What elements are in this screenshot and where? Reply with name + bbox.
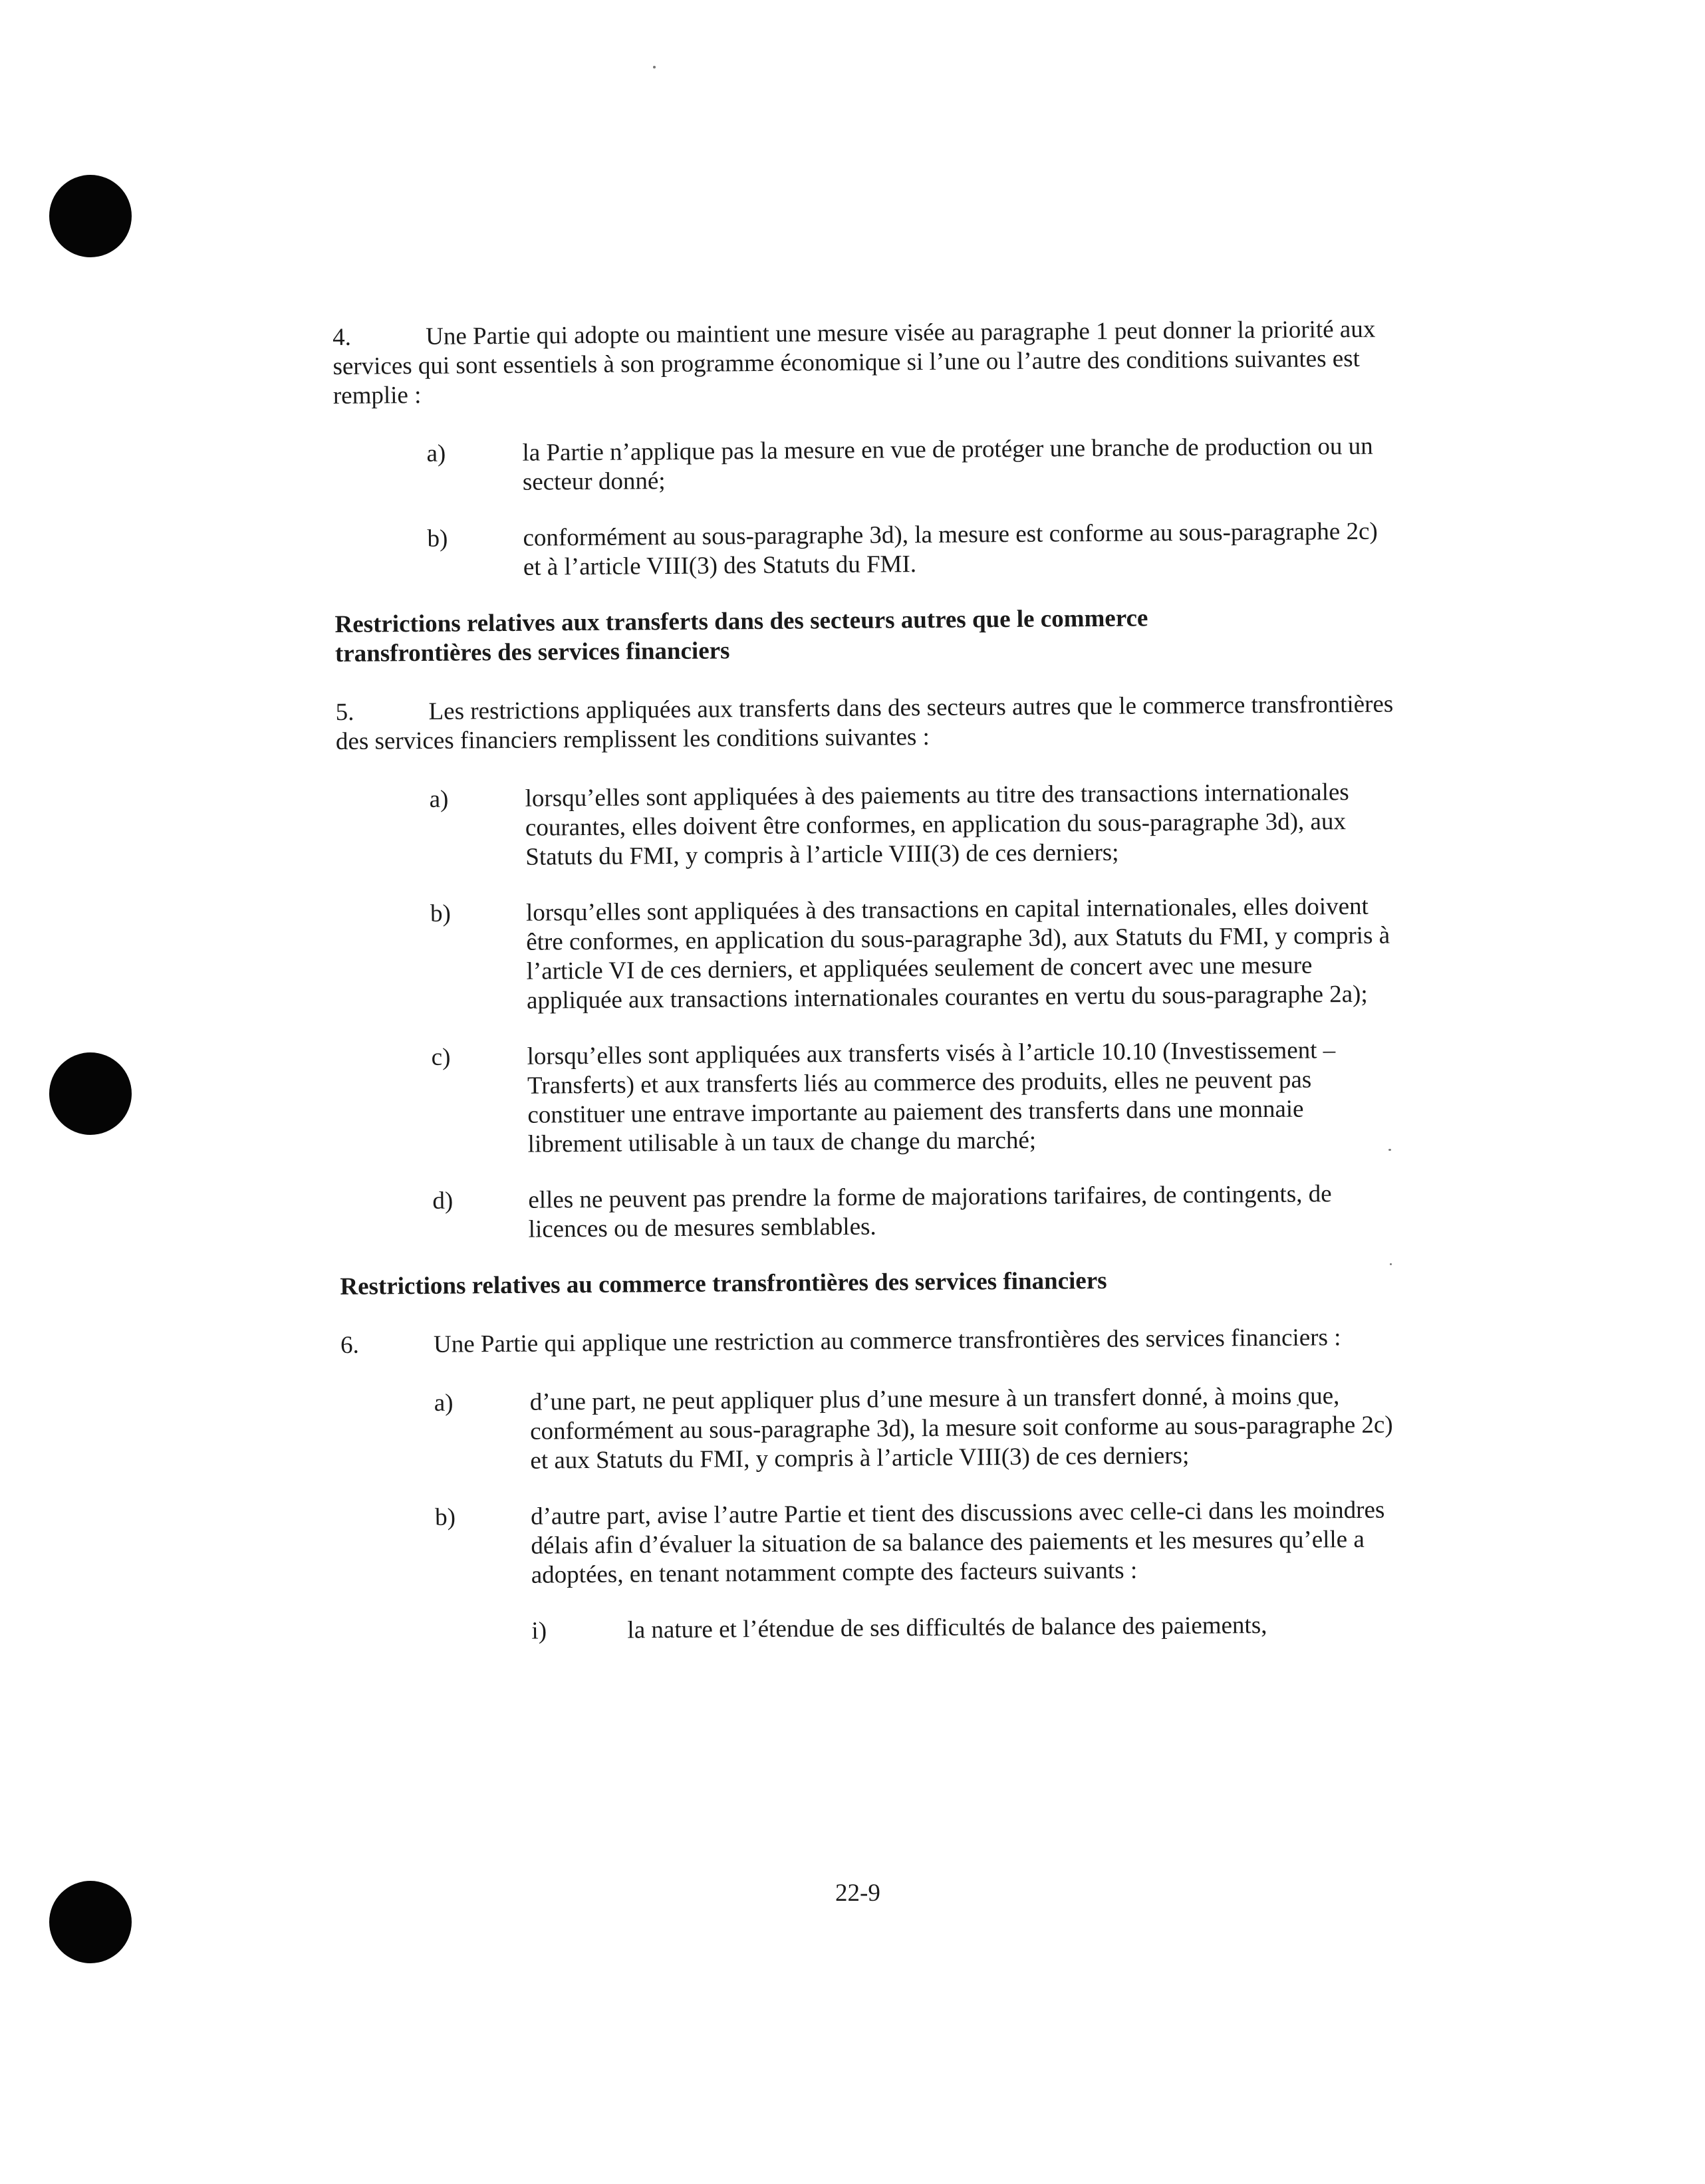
punch-hole-middle bbox=[49, 1052, 132, 1135]
item-label: b) bbox=[427, 525, 448, 552]
list-item bbox=[334, 517, 1398, 584]
item-text: d’autre part, avise l’autre Partie et tient des discussions avec celle-ci dans les moindres délais afin d’évaluer la situation de sa balance des paiements et les mesures qu’elle a adoptées, en tenant notamment compte des facteurs suivants : bbox=[530, 1496, 1385, 1589]
section-heading: Restrictions relatives au commerce transfrontières des services financiers bbox=[340, 1267, 1107, 1300]
item-label: d) bbox=[432, 1187, 454, 1215]
sub-item-label: i) bbox=[531, 1617, 547, 1645]
section-heading: Restrictions relatives aux transferts dans des secteurs autres que le commerce transfrontières des services financiers bbox=[334, 604, 1148, 667]
item-text: lorsqu’elles sont appliquées à des paiements au titre des transactions internationales courantes, elles doivent être conformes, en application du sous-paragraphe 3d), aux Statuts du FMI, y compris à l’article VIII(3) de ces derniers; bbox=[525, 779, 1349, 871]
item-text: lorsqu’elles sont appliquées à des transactions en capital internationales, elles doivent être conformes, en application du sous-paragraphe 3d), aux Statuts du FMI, y compris à l’article VI de ces derniers, et appliquées seulement de concert avec une mesure appliquée aux transactions internationales courantes en vertu du sous-paragraphe 2a); bbox=[525, 892, 1390, 1015]
document-body bbox=[332, 314, 1407, 1674]
list-item bbox=[339, 1179, 1404, 1246]
scan-speck bbox=[653, 66, 656, 68]
item-label: b) bbox=[430, 900, 451, 927]
list-item bbox=[342, 1495, 1406, 1592]
list-item bbox=[336, 777, 1400, 874]
paragraph-text: Les restrictions appliquées aux transferts dans des secteurs autres que le commerce transfrontières des services financiers remplissent les conditions suivantes : bbox=[335, 690, 1394, 755]
paragraph-number: 4. bbox=[332, 323, 352, 351]
sub-item-text: la nature et l’étendue de ses difficultés de balance des paiements, bbox=[627, 1612, 1267, 1644]
sub-list-item bbox=[342, 1610, 1406, 1647]
item-text: la Partie n’applique pas la mesure en vue de protéger une branche de production ou un secteur donné; bbox=[522, 432, 1373, 496]
page-number: 22-9 bbox=[835, 1880, 880, 1907]
list-item bbox=[337, 892, 1402, 1017]
item-text: lorsqu’elles sont appliquées aux transferts visés à l’article 10.10 (Investissement – Transferts) et aux transferts liés au commerce des produits, elles ne peuvent pas constituer une entrave importante au paiement des transferts dans une monnaie librement utilisable à un taux de change du marché; bbox=[527, 1036, 1336, 1158]
item-label: a) bbox=[429, 785, 449, 813]
item-label: a) bbox=[426, 439, 446, 467]
item-label: c) bbox=[431, 1043, 451, 1071]
item-text: elles ne peuvent pas prendre la forme de majorations tarifaires, de contingents, de licences ou de mesures semblables. bbox=[528, 1180, 1332, 1243]
paragraph-text: Une Partie qui applique une restriction au commerce transfrontières des services financiers : bbox=[433, 1324, 1341, 1358]
item-text: d’une part, ne peut appliquer plus d’une mesure à un transfert donné, à moins que, conformément au sous-paragraphe 3d), la mesure soit conforme au sous-paragraphe 2c) et aux Statuts du FMI, y compris à l’article VIII(3) de ces derniers; bbox=[529, 1382, 1393, 1475]
list-item bbox=[341, 1381, 1406, 1477]
paragraph-6 bbox=[340, 1322, 1404, 1360]
list-item bbox=[333, 431, 1398, 499]
list-item bbox=[338, 1035, 1403, 1161]
paragraph-4 bbox=[332, 314, 1397, 411]
paragraph-number: 6. bbox=[340, 1331, 359, 1359]
item-text: conformément au sous-paragraphe 3d), la mesure est conforme au sous-paragraphe 2c) et à l’article VIII(3) des Statuts du FMI. bbox=[523, 517, 1378, 581]
punch-hole-top bbox=[49, 175, 132, 257]
item-label: a) bbox=[434, 1389, 454, 1417]
item-label: b) bbox=[434, 1503, 456, 1531]
paragraph-number: 5. bbox=[335, 698, 354, 726]
punch-hole-bottom bbox=[49, 1881, 132, 1963]
paragraph-text: Une Partie qui adopte ou maintient une mesure visée au paragraphe 1 peut donner la priorité aux services qui sont essentiels à son programme économique si l’une ou l’autre des conditions suivantes est remplie : bbox=[332, 315, 1376, 410]
paragraph-5 bbox=[335, 689, 1400, 757]
